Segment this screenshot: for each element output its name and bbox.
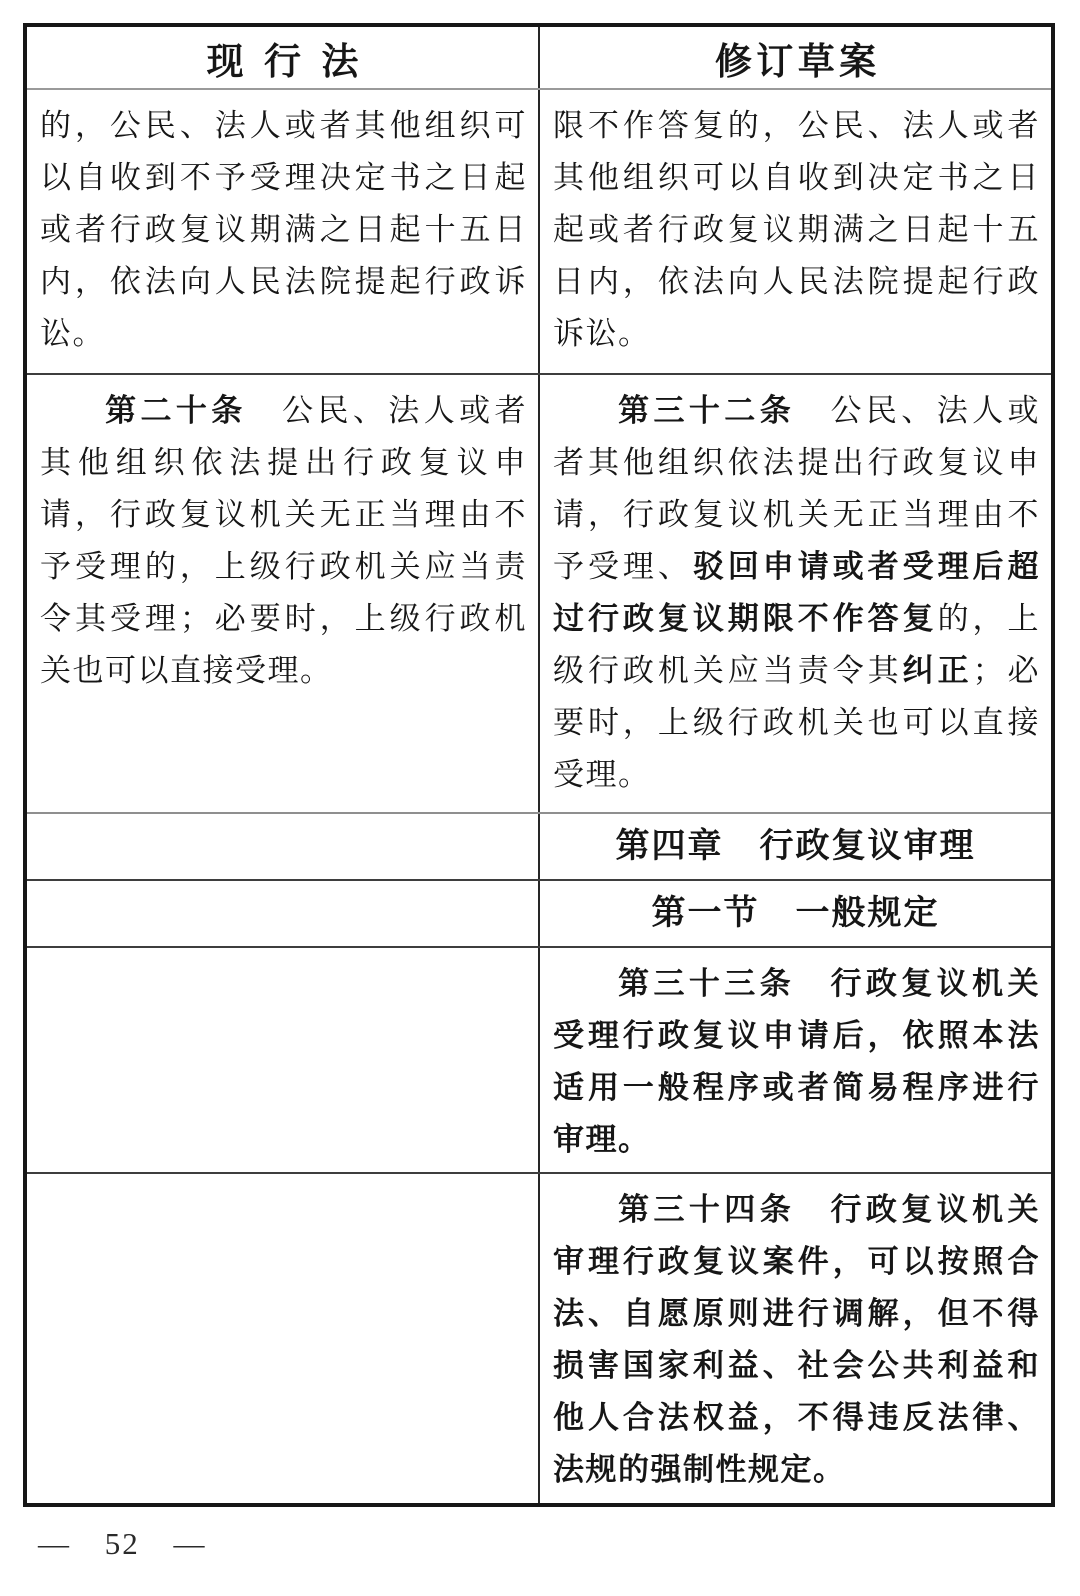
page-number: — 52 — <box>38 1526 207 1561</box>
table-row <box>27 812 1051 879</box>
text-run: 的，上级行政机关应当责令其 <box>553 601 1041 688</box>
cell-current-law <box>27 814 540 879</box>
law-comparison-table <box>23 23 1055 1507</box>
cell-current-law <box>27 948 540 1172</box>
cell-current-law <box>27 881 540 946</box>
header-cell-current-law: 现行法 <box>27 27 540 88</box>
text-run: 第三十三条 行政复议机关受理行政复议申请后，依照本法适用一般程序或者简易程序进行审理。 <box>553 966 1040 1157</box>
text-run: 的，公民、法人或者其他组织可以自收到不予受理决定书之日起或者行政复议期满之日起十五日内，依法向人民法院提起行政诉讼。 <box>40 108 527 351</box>
text-run: 纠正 <box>902 653 973 688</box>
paragraph <box>553 958 1040 1166</box>
cell-revised-draft <box>540 814 1051 879</box>
table-row <box>27 1172 1051 1503</box>
cell-current-law <box>27 375 540 812</box>
table-row <box>27 879 1051 946</box>
text-run: 限不作答复的，公民、法人或者其他组织可以自收到决定书之日起或者行政复议期满之日起十五日内，依法向人民法院提起行政诉讼。 <box>553 108 1040 351</box>
paragraph <box>40 100 527 360</box>
cell-current-law <box>27 1174 540 1503</box>
paragraph <box>553 100 1040 360</box>
section-heading <box>616 826 976 868</box>
text-run: 第三十四条 行政复议机关审理行政复议案件，可以按照合法、自愿原则进行调解，但不得损害国家利益、社会公共利益和他人合法权益，不得违反法律、法规的强制性规定。 <box>553 1192 1040 1487</box>
section-heading <box>652 893 940 935</box>
cell-current-law <box>27 90 540 373</box>
table-row <box>27 946 1051 1172</box>
text-run: 公民、法人或者其他组织依法提出行政复议申请，行政复议机关无正当理由不予受理、 <box>553 393 1041 584</box>
text-run: 驳回申请或者受理后超过行政复议期限不作答复 <box>553 549 1041 636</box>
cell-revised-draft <box>540 375 1051 812</box>
cell-revised-draft <box>540 948 1051 1172</box>
text-run: 第四章 行政复议审理 <box>615 826 976 865</box>
cell-revised-draft <box>540 90 1051 373</box>
table-header-row <box>27 27 1051 90</box>
text-run: ；必要时，上级行政机关也可以直接受理。 <box>553 653 1041 792</box>
text-run: 公民、法人或者其他组织依法提出行政复议申请，行政复议机关无正当理由不予受理的，上级行政机关应当责令其受理；必要时，上级行政机关也可以直接受理。 <box>40 393 528 688</box>
paragraph <box>40 385 527 697</box>
text-run: 第三十二条 <box>618 393 796 428</box>
text-run: 第二十条 <box>105 393 247 428</box>
header-cell-revised-draft: 修订草案 <box>714 41 881 83</box>
paragraph <box>553 1184 1040 1496</box>
cell-revised-draft <box>540 1174 1051 1503</box>
table-row <box>27 90 1051 373</box>
cell-revised-draft <box>540 881 1051 946</box>
table-row <box>27 373 1051 812</box>
text-run: 第一节 一般规定 <box>651 893 940 932</box>
paragraph <box>553 385 1040 801</box>
